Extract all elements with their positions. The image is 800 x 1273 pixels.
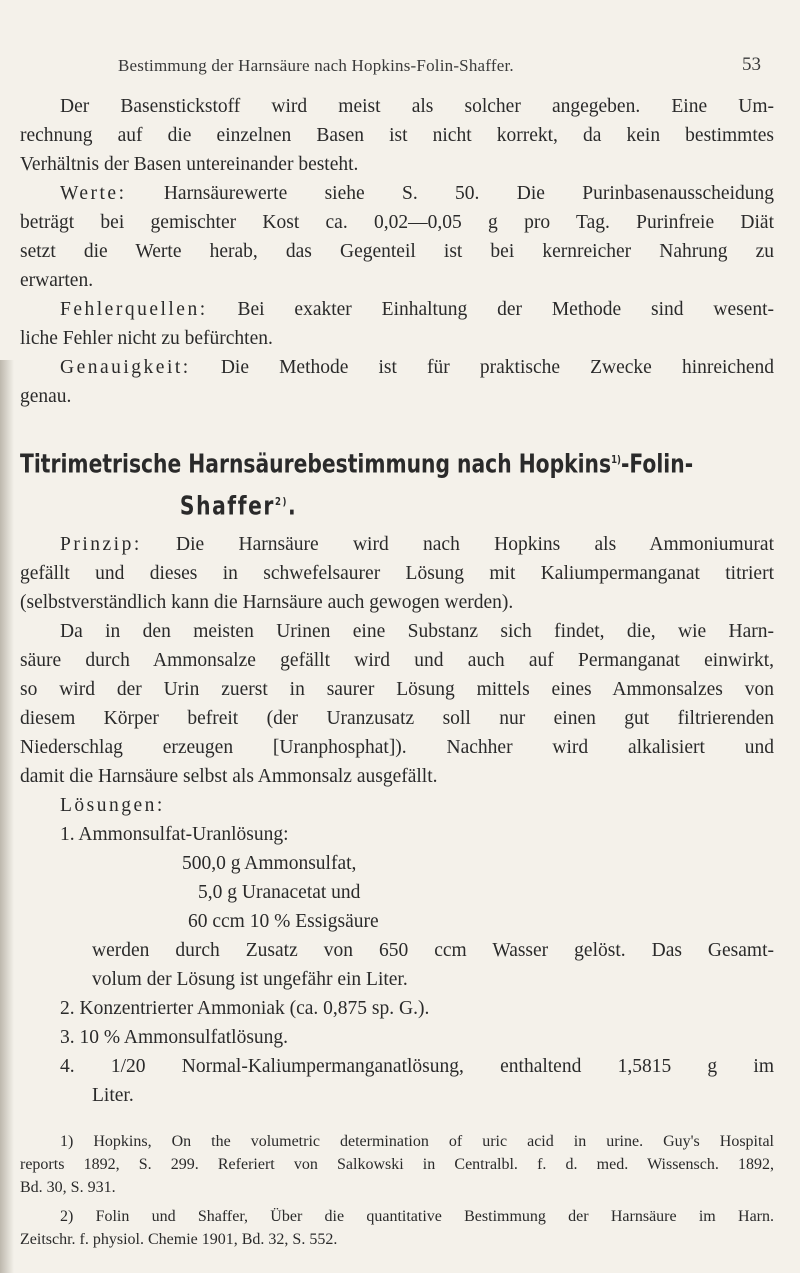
component-line: 5,0 g Uranacetat und: [198, 882, 361, 904]
text-line: [20, 179, 774, 208]
heading-text: .: [287, 491, 298, 522]
heading-text: Titrimetrische Harnsäurebestimmung nach Hopkins: [20, 449, 612, 480]
list-item: 4. 1/20 Normal-Kaliumpermanganatlösung, enthaltend 1,5815 g im: [60, 1056, 774, 1078]
text-run: Bei exakter Einhaltung der Methode sind wesent-: [207, 299, 774, 320]
section-heading-cont: [20, 484, 608, 525]
text-line: Der Basenstickstoff wird meist als solcher angegeben. Eine Um-: [60, 96, 774, 117]
list-item: 1. Ammonsulfat-Uranlösung:: [60, 824, 289, 846]
text-line: liche Fehler nicht zu befürchten.: [20, 328, 273, 349]
text-line: Niederschlag erzeugen [Uranphosphat]). Nachher wird alkalisiert und: [20, 737, 774, 759]
page-number: 53: [742, 54, 761, 75]
text-line: [20, 295, 774, 324]
intro-paragraph: [20, 92, 774, 179]
solutions-list: [20, 820, 774, 1110]
text-line: Da in den meisten Urinen eine Substanz sich findet, die, wie Harn-: [60, 621, 774, 643]
footnote-line: 1) Hopkins, On the volumetric determination of uric acid in urine. Guy's Hospital: [60, 1133, 774, 1151]
text-line: gefällt und dieses in schwefelsaurer Lösung mit Kaliumpermanganat titriert: [20, 563, 774, 585]
component-line: 60 ccm 10 % Essigsäure: [188, 911, 379, 933]
text-line: [20, 530, 774, 559]
running-head: Bestimmung der Harnsäure nach Hopkins-Folin-Shaffer.: [118, 56, 514, 75]
heading-text: -Folin-: [620, 449, 694, 480]
footnote-line: Bd. 30, S. 931.: [20, 1179, 116, 1197]
text-line: werden durch Zusatz von 650 ccm Wasser gelöst. Das Gesamt-: [92, 940, 774, 962]
heading-text: Shaffer: [179, 491, 275, 522]
footnote-line: reports 1892, S. 299. Referiert von Salkowski in Centralbl. f. d. med. Wissensch. 1892,: [20, 1156, 774, 1174]
text-line: diesem Körper befreit (der Uranzusatz soll nur einen gut filtrierenden: [20, 708, 774, 730]
fehlerquellen-paragraph: [20, 295, 774, 353]
genauigkeit-label: Genauigkeit:: [60, 357, 191, 378]
text-line: säure durch Ammonsalze gefällt wird und auch auf Permanganat einwirkt,: [20, 650, 774, 672]
list-item: 3. 10 % Ammonsulfatlösung.: [60, 1027, 289, 1049]
text-line: Lösungen:: [60, 795, 165, 817]
text-line: volum der Lösung ist ungefähr ein Liter.: [92, 969, 408, 991]
prinzip-label: Prinzip:: [60, 534, 142, 556]
footnote-line: 2) Folin und Shaffer, Über die quantitative Bestimmung der Harnsäure im Harn.: [60, 1208, 774, 1226]
text-line: rechnung auf die einzelnen Basen ist nicht korrekt, da kein bestimmtes: [20, 125, 774, 146]
loesungen-label: [20, 791, 774, 820]
footnote-line: Zeitschr. f. physiol. Chemie 1901, Bd. 32, S. 552.: [20, 1231, 338, 1249]
text-line: [20, 353, 774, 382]
werte-label: Werte:: [60, 183, 127, 204]
text-line: Liter.: [92, 1085, 134, 1107]
text-line: setzt die Werte herab, das Gegenteil ist bei kernreicher Nahrung zu: [20, 241, 774, 262]
component-line: 500,0 g Ammonsulfat,: [182, 853, 357, 875]
fehlerquellen-label: Fehlerquellen:: [60, 299, 208, 320]
text-line: genau.: [20, 386, 72, 407]
text-line: (selbstverständlich kann die Harnsäure auch gewogen werden).: [20, 592, 514, 614]
text-run: Die Harnsäure wird nach Hopkins als Ammoniumurat: [141, 534, 774, 556]
binding-shadow: [0, 360, 14, 1273]
substance-paragraph: [20, 617, 774, 791]
genauigkeit-paragraph: [20, 353, 774, 411]
werte-paragraph: [20, 179, 774, 295]
footnotes: [20, 1130, 774, 1251]
text-line: so wird der Urin zuerst in saurer Lösung mittels eines Ammonsalzes von: [20, 679, 774, 701]
section-heading: [20, 441, 694, 484]
footnote-ref: 1): [611, 453, 621, 466]
prinzip-paragraph: [20, 530, 774, 617]
text-line: erwarten.: [20, 270, 94, 291]
text-run: Die Methode ist für praktische Zwecke hinreichend: [190, 357, 774, 378]
text-line: damit die Harnsäure selbst als Ammonsalz ausgefällt.: [20, 766, 438, 788]
text-run: Harnsäurewerte siehe S. 50. Die Purinbasenausscheidung: [126, 183, 774, 204]
text-line: beträgt bei gemischter Kost ca. 0,02—0,05 g pro Tag. Purinfreie Diät: [20, 212, 774, 233]
text-line: Verhältnis der Basen untereinander besteht.: [20, 154, 359, 175]
page-body: [20, 92, 774, 1251]
footnote-ref: 2): [274, 494, 288, 508]
list-item: 2. Konzentrierter Ammoniak (ca. 0,875 sp. G.).: [60, 998, 430, 1020]
